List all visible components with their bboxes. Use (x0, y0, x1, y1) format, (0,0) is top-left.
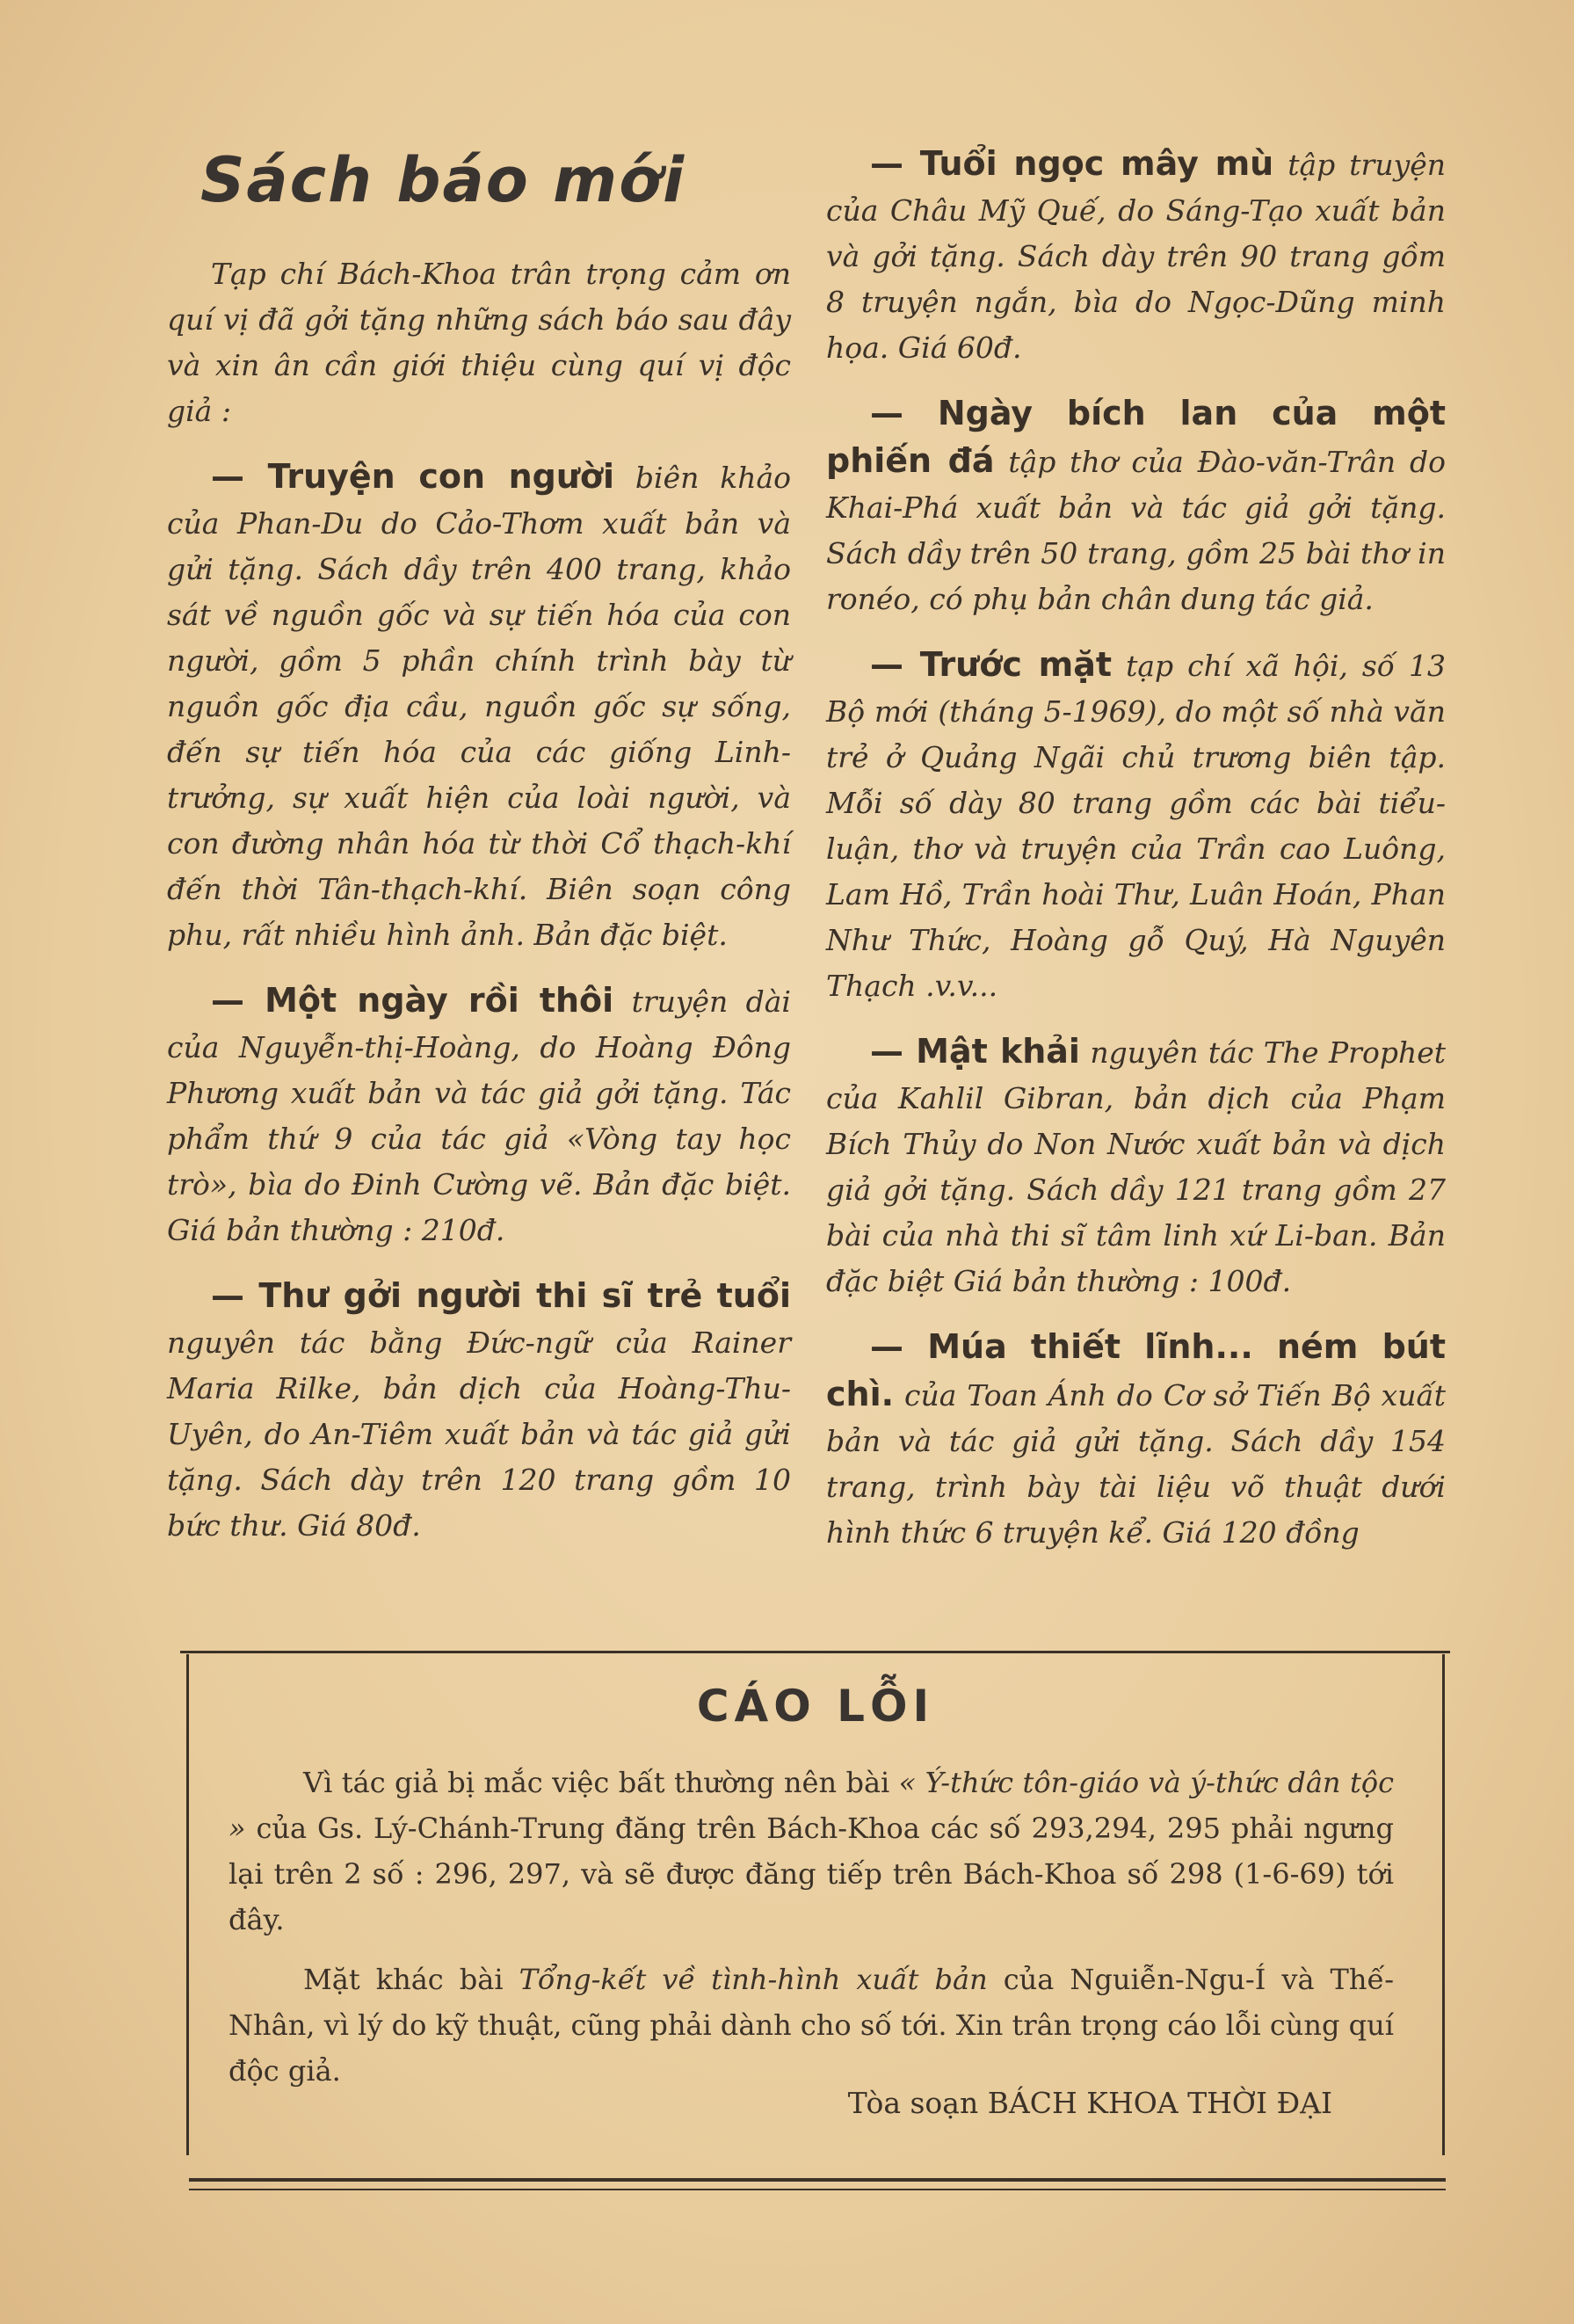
book-description: biên khảo của Phan-Du do Cảo-Thơm xuất bản và gửi tặng. Sách dầy trên 400 trang, khảo sát về nguồn gốc và sự tiến hóa của con người, gồm 5 phần chính trình bày từ nguồn gốc địa cầu, nguồn gốc sự sống, đến sự tiến hóa của các giống Linh-trưởng, sự xuất hiện của loài người, và con đường nhân hóa từ thời Cổ thạch-khí đến thời Tân-thạch-khí. Biên soạn công phu, rất nhiều hình ảnh. Bản đặc biệt. (167, 461, 791, 952)
book-entry (167, 1273, 791, 1549)
notice-bottom-rule (189, 2178, 1446, 2182)
notice-text: của Nguiễn-Ngu-Í và Thế-Nhân, vì lý do kỹ thuật, cũng phải dành cho số tới. Xin trân trọng cáo lỗi cùng quí độc giả. (228, 1963, 1395, 2088)
notice-top-rule (180, 1651, 1450, 1653)
editorial-signature: Tòa soạn BÁCH KHOA THỜI ĐẠI (847, 2086, 1332, 2120)
book-entry (826, 1028, 1446, 1304)
section-title: Sách báo mới (200, 144, 686, 216)
book-title: — Thư gởi người thi sĩ trẻ tuổi (211, 1276, 791, 1315)
left-column (167, 141, 791, 1568)
book-description: nguyên tác The Prophet của Kahlil Gibran, bản dịch của Phạm Bích Thủy do Non Nước xuất bản và dịch giả gởi tặng. Sách dầy 121 trang gồm 27 bài của nhà thi sĩ tâm linh xứ Li-ban. Bản đặc biệt Giá bản thường : 100đ. (826, 1035, 1446, 1298)
book-entry (167, 454, 791, 958)
book-title: — Mật khải (870, 1032, 1080, 1071)
notice-paragraph (228, 1760, 1394, 1943)
book-title: — Tuổi ngọc mây mù (870, 144, 1274, 183)
book-title: — Trước mặt (870, 645, 1113, 684)
book-description: tập truyện của Châu Mỹ Quế, do Sáng-Tạo xuất bản và gởi tặng. Sách dày trên 90 trang gồm 8 truyện ngắn, bìa do Ngọc-Dũng minh họa. Giá 60đ. (826, 148, 1446, 365)
book-entry (826, 1324, 1446, 1556)
book-entry (826, 390, 1446, 622)
book-description: tạp chí xã hội, số 13 Bộ mới (tháng 5-1969), do một số nhà văn trẻ ở Quảng Ngãi chủ trương biên tập. Mỗi số dày 80 trang gồm các bài tiểu-luận, thơ và truyện của Trần cao Luông, Lam Hồ, Trần hoài Thư, Luân Hoán, Phan Như Thức, Hoàng gỗ Quý, Hà Nguyên Thạch .v.v... (826, 649, 1446, 1003)
notice-paragraph (228, 1957, 1394, 2094)
article-title: Tổng-kết về tình-hình xuất bản (519, 1963, 988, 1996)
intro-paragraph: Tạp chí Bách-Khoa trân trọng cảm ơn quí vị đã gởi tặng những sách báo sau đây và xin ân cần giới thiệu cùng quí vị độc giả : (167, 257, 791, 428)
notice-text: của Gs. Lý-Chánh-Trung đăng trên Bách-Khoa các số 293,294, 295 phải ngưng lại trên 2 số : 296, 297, và sẽ được đăng tiếp trên Bách-Khoa số 298 (1-6-69) tới đây. (228, 1812, 1394, 1936)
apology-notice-box (186, 1654, 1445, 2155)
notice-text: Mặt khác bài (303, 1963, 519, 1996)
book-title: — Một ngày rồi thôi (211, 981, 614, 1020)
book-description: nguyên tác bằng Đức-ngữ của Rainer Maria Rilke, bản dịch của Hoàng-Thu-Uyên, do An-Tiêm xuất bản và tác giả gửi tặng. Sách dày trên 120 trang gồm 10 bức thư. Giá 80đ. (167, 1325, 791, 1543)
book-description: truyện dài của Nguyễn-thị-Hoàng, do Hoàng Đông Phương xuất bản và tác giả gởi tặng. Tác phẩm thứ 9 của tác giả «Vòng tay học trò», bìa do Đinh Cường vẽ. Bản đặc biệt. Giá bản thường : 210đ. (167, 984, 791, 1247)
book-entry (167, 977, 791, 1253)
notice-text: Vì tác giả bị mắc việc bất thường nên bài (303, 1766, 899, 1799)
book-title: — Ngày bích lan của một phiến đá (826, 394, 1446, 480)
notice-body (228, 1760, 1394, 2108)
article-title: « Ý-thức tôn-giáo và ý-thức dân tộc » (228, 1766, 1395, 1845)
notice-title: CÁO LỖI (696, 1681, 935, 1732)
book-title: — Truyện con người (211, 457, 615, 496)
book-description: tập thơ của Đào-văn-Trân do Khai-Phá xuất bản và tác giả gởi tặng. Sách dầy trên 50 trang, gồm 25 bài thơ in ronéo, có phụ bản chân dung tác giả. (826, 445, 1446, 616)
book-entry (826, 642, 1446, 1009)
book-entry (826, 141, 1446, 371)
right-column (826, 141, 1446, 1575)
book-description: của Toan Ánh do Cơ sở Tiến Bộ xuất bản và tác giả gửi tặng. Sách dầy 154 trang, trình bày tài liệu võ thuật dưới hình thức 6 truyện kể. Giá 120 đồng (826, 1378, 1446, 1550)
book-title: — Múa thiết lĩnh... ném bút chì. (826, 1327, 1446, 1413)
notice-bottom-rule-thin (189, 2189, 1446, 2190)
